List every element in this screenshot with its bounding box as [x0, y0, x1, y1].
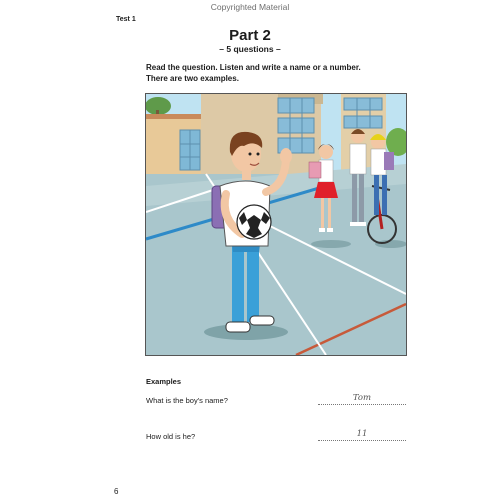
answer-line[interactable]: 11 — [318, 429, 406, 441]
page-number: 6 — [114, 487, 119, 496]
example-question-row — [146, 429, 408, 446]
test-label: Test 1 — [116, 16, 136, 23]
example-question-row — [146, 393, 408, 410]
part-title: Part 2 — [229, 27, 271, 44]
instructions — [146, 63, 408, 84]
part-subtitle: – 5 questions – — [219, 44, 281, 54]
examples-heading: Examples — [146, 377, 182, 386]
example-question: What is the boy's name? — [146, 396, 228, 405]
instruction-line: Read the question. Listen and write a name or a number. — [146, 63, 361, 72]
school-building-middle — [201, 94, 323, 186]
trainer-shoe — [250, 316, 274, 325]
instruction-line: There are two examples. — [146, 73, 239, 83]
example-question: How old is he? — [146, 432, 196, 441]
copyright-watermark: Copyrighted Material — [210, 2, 290, 12]
answer-line[interactable]: Tom — [318, 393, 406, 405]
trainer-shoe — [226, 322, 250, 332]
schoolyard-illustration — [145, 93, 407, 356]
